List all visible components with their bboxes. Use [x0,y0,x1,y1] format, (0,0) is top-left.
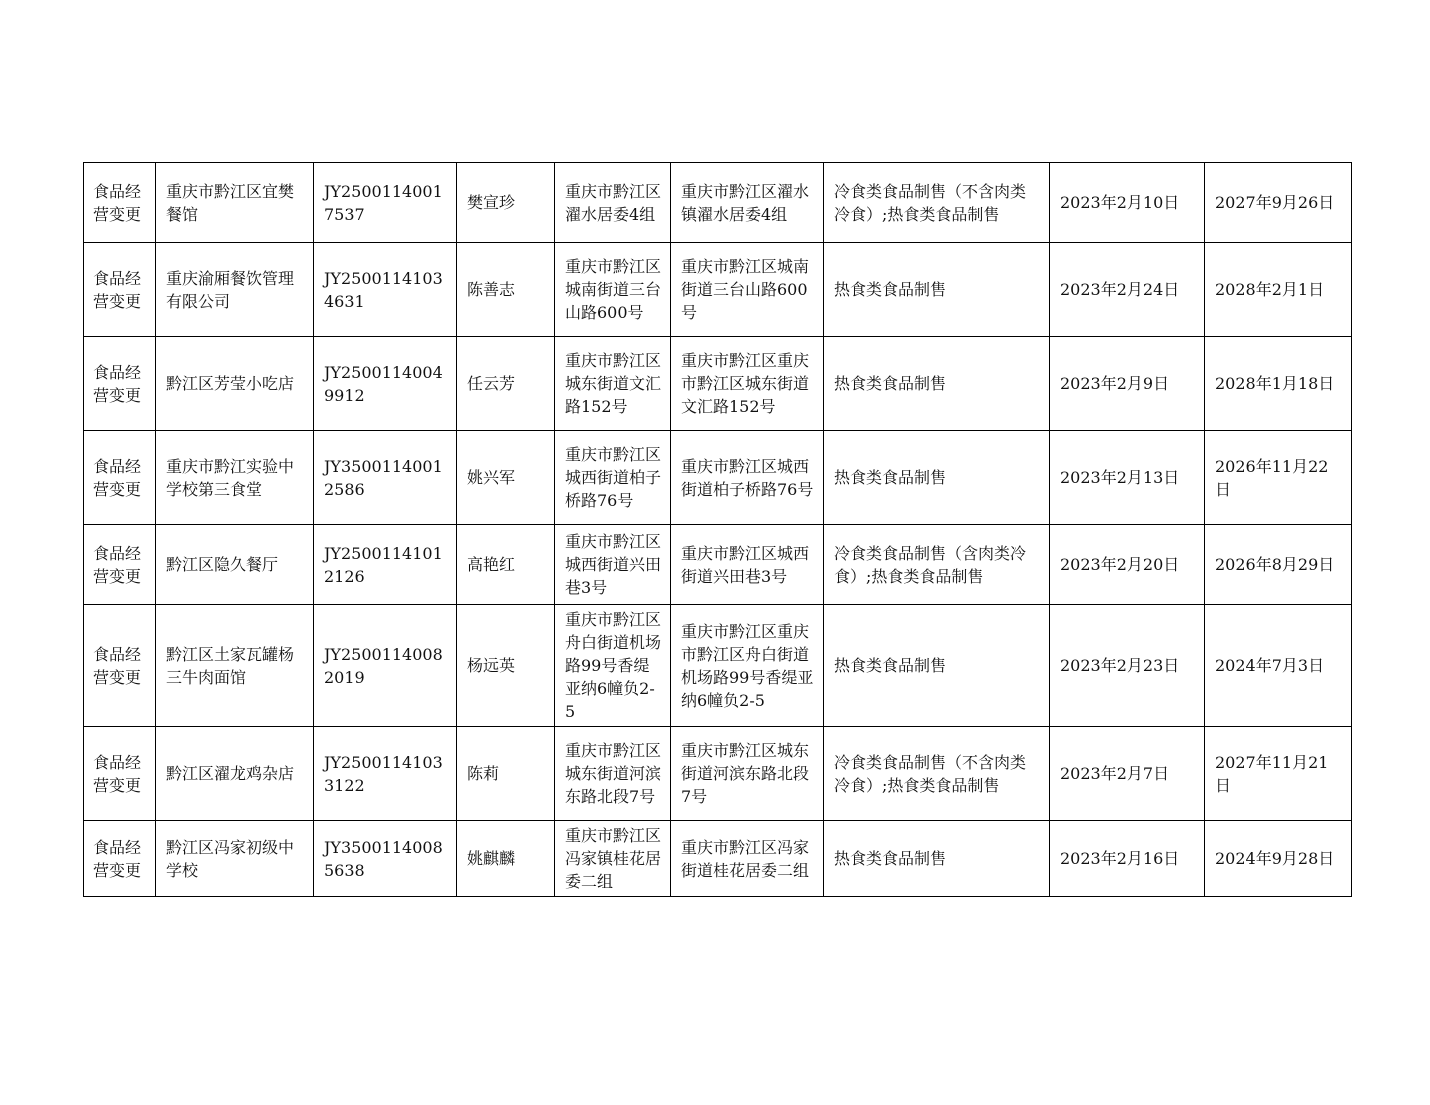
cell-residence-address: 重庆市黔江区城东街道文汇路152号 [555,337,671,431]
table-row [84,605,1352,727]
cell-license-number: JY25001141034631 [314,243,457,337]
table-row [84,243,1352,337]
cell-legal-representative: 姚兴军 [457,431,555,525]
cell-license-number: JY25001140017537 [314,163,457,243]
cell-operation-type: 食品经营变更 [84,337,156,431]
cell-operation-type: 食品经营变更 [84,431,156,525]
cell-legal-representative: 杨远英 [457,605,555,727]
cell-legal-representative: 陈善志 [457,243,555,337]
cell-residence-address: 重庆市黔江区城西街道兴田巷3号 [555,525,671,605]
cell-issue-date: 2023年2月13日 [1050,431,1205,525]
table-row [84,431,1352,525]
cell-legal-representative: 高艳红 [457,525,555,605]
cell-business-site: 重庆市黔江区濯水镇濯水居委4组 [671,163,824,243]
cell-residence-address: 重庆市黔江区濯水居委4组 [555,163,671,243]
cell-business-scope: 热食类食品制售 [824,821,1050,897]
table-row [84,525,1352,605]
cell-issue-date: 2023年2月7日 [1050,727,1205,821]
cell-business-scope: 冷食类食品制售（含肉类冷食）;热食类食品制售 [824,525,1050,605]
cell-business-name: 重庆市黔江区宜樊餐馆 [156,163,314,243]
cell-operation-type: 食品经营变更 [84,163,156,243]
cell-issue-date: 2023年2月20日 [1050,525,1205,605]
cell-business-scope: 热食类食品制售 [824,243,1050,337]
cell-business-scope: 冷食类食品制售（不含肉类冷食）;热食类食品制售 [824,727,1050,821]
cell-license-number: JY35001140085638 [314,821,457,897]
cell-business-name: 黔江区芳莹小吃店 [156,337,314,431]
cell-business-name: 黔江区土家瓦罐杨三牛肉面馆 [156,605,314,727]
cell-residence-address: 重庆市黔江区城西街道柏子桥路76号 [555,431,671,525]
cell-business-site: 重庆市黔江区城西街道柏子桥路76号 [671,431,824,525]
cell-business-site: 重庆市黔江区冯家街道桂花居委二组 [671,821,824,897]
cell-expiry-date: 2027年9月26日 [1205,163,1352,243]
cell-business-site: 重庆市黔江区城西街道兴田巷3号 [671,525,824,605]
cell-legal-representative: 樊宣珍 [457,163,555,243]
cell-business-scope: 热食类食品制售 [824,431,1050,525]
cell-residence-address: 重庆市黔江区城东街道河滨东路北段7号 [555,727,671,821]
cell-business-scope: 热食类食品制售 [824,605,1050,727]
cell-operation-type: 食品经营变更 [84,727,156,821]
cell-business-name: 重庆市黔江实验中学校第三食堂 [156,431,314,525]
cell-business-name: 黔江区隐久餐厅 [156,525,314,605]
cell-legal-representative: 陈莉 [457,727,555,821]
cell-expiry-date: 2028年2月1日 [1205,243,1352,337]
table-row [84,821,1352,897]
cell-expiry-date: 2027年11月21日 [1205,727,1352,821]
cell-business-site: 重庆市黔江区城东街道河滨东路北段7号 [671,727,824,821]
cell-business-name: 黔江区冯家初级中学校 [156,821,314,897]
cell-license-number: JY25001141012126 [314,525,457,605]
table-body [84,163,1352,897]
cell-business-name: 重庆渝厢餐饮管理有限公司 [156,243,314,337]
cell-residence-address: 重庆市黔江区舟白街道机场路99号香缇亚纳6幢负2-5 [555,605,671,727]
table-row [84,163,1352,243]
cell-legal-representative: 姚麒麟 [457,821,555,897]
cell-operation-type: 食品经营变更 [84,525,156,605]
cell-expiry-date: 2026年8月29日 [1205,525,1352,605]
cell-issue-date: 2023年2月23日 [1050,605,1205,727]
license-change-table [83,162,1352,897]
cell-business-site: 重庆市黔江区重庆市黔江区舟白街道机场路99号香缇亚纳6幢负2-5 [671,605,824,727]
cell-business-site: 重庆市黔江区重庆市黔江区城东街道文汇路152号 [671,337,824,431]
cell-license-number: JY25001141033122 [314,727,457,821]
cell-license-number: JY25001140082019 [314,605,457,727]
cell-business-site: 重庆市黔江区城南街道三台山路600号 [671,243,824,337]
cell-residence-address: 重庆市黔江区冯家镇桂花居委二组 [555,821,671,897]
cell-expiry-date: 2028年1月18日 [1205,337,1352,431]
table-row [84,727,1352,821]
cell-issue-date: 2023年2月24日 [1050,243,1205,337]
cell-legal-representative: 任云芳 [457,337,555,431]
cell-issue-date: 2023年2月10日 [1050,163,1205,243]
cell-license-number: JY35001140012586 [314,431,457,525]
cell-operation-type: 食品经营变更 [84,243,156,337]
cell-expiry-date: 2024年9月28日 [1205,821,1352,897]
table-row [84,337,1352,431]
cell-business-scope: 冷食类食品制售（不含肉类冷食）;热食类食品制售 [824,163,1050,243]
cell-issue-date: 2023年2月16日 [1050,821,1205,897]
cell-issue-date: 2023年2月9日 [1050,337,1205,431]
cell-operation-type: 食品经营变更 [84,605,156,727]
cell-operation-type: 食品经营变更 [84,821,156,897]
cell-business-name: 黔江区濯龙鸡杂店 [156,727,314,821]
cell-expiry-date: 2026年11月22日 [1205,431,1352,525]
cell-business-scope: 热食类食品制售 [824,337,1050,431]
cell-license-number: JY25001140049912 [314,337,457,431]
cell-expiry-date: 2024年7月3日 [1205,605,1352,727]
cell-residence-address: 重庆市黔江区城南街道三台山路600号 [555,243,671,337]
